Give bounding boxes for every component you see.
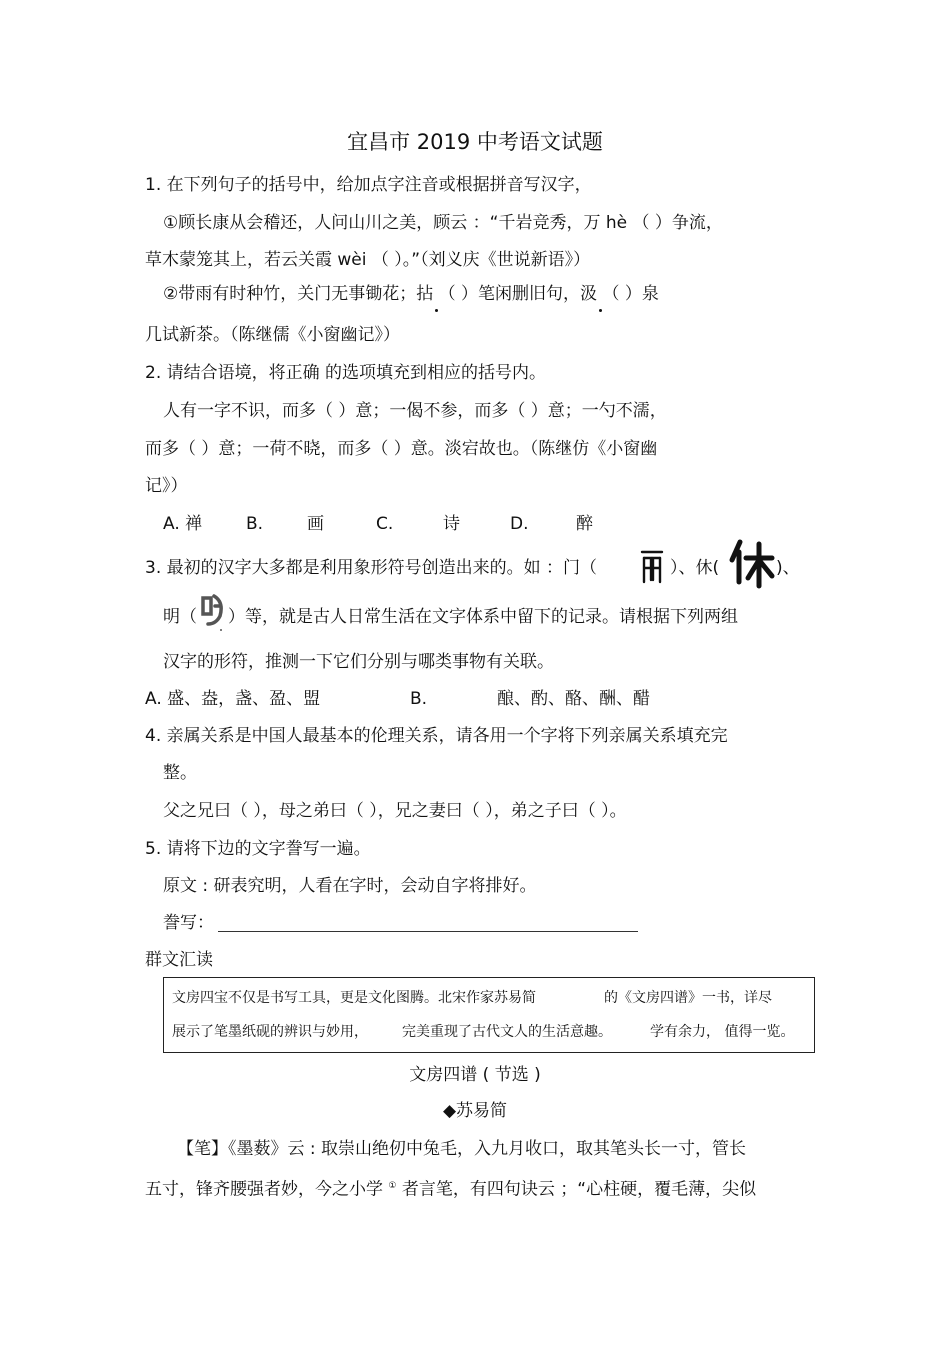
q3-line-1a: 3. 最初的汉字大多都是利用象形符号创造出来的。如 ：门（ xyxy=(145,558,598,578)
q1-line-2: 草木蒙笼其上，若云关霞 wèi （ ）。”（刘义庆《世说新语》） xyxy=(145,250,591,270)
intro-line-2b: 完美重现了古代文人的生活意趣。 xyxy=(402,1024,612,1040)
q2-option-c-label: C. xyxy=(376,514,394,534)
q1-line-3-a: ②带雨有时种竹，关门无事锄花；拈 xyxy=(163,284,434,304)
q2-option-d-label: D. xyxy=(510,514,529,534)
article-title: 文房四谱 ( 节选 ) xyxy=(409,1065,541,1085)
article-para-1: 【笔】《墨薮》云 : 取崇山绝仞中兔毛，入九月收口，取其笔头长一寸，管长 xyxy=(177,1139,747,1159)
q2-option-b-label: B. xyxy=(246,514,264,534)
q2-option-d-value: 醉 xyxy=(576,514,593,534)
q3-option-b-value: 酿、酌、酪、酬、醋 xyxy=(497,689,650,709)
q1-line-3 xyxy=(163,283,659,305)
intro-line-1b: 的《文房四谱》一书，详尽 xyxy=(604,990,772,1006)
emphasis-dot-2 xyxy=(597,283,602,305)
q4-line-2: 整。 xyxy=(163,763,197,783)
page-title: 宜昌市 2019 中考语文试题 xyxy=(347,130,603,154)
ancient-door-glyph xyxy=(638,548,666,586)
article-para-2a: 五寸，锋齐腰强者妙，今之小学 xyxy=(145,1179,383,1200)
article-para-2 xyxy=(145,1175,756,1201)
q5-original: 原文 : 研表究明，人看在字时，会动自字将排好。 xyxy=(163,876,537,896)
q4-line-1: 4. 亲属关系是中国人最基本的伦理关系，请各用一个字将下列亲属关系填充完 xyxy=(145,726,728,746)
q3-line-1c: )、 xyxy=(776,558,800,578)
q5-copy-label: 誊写： xyxy=(163,913,214,933)
emphasis-dot-1 xyxy=(433,283,438,305)
article-author: ◆苏易简 xyxy=(442,1101,508,1121)
intro-line-2a: 展示了笔墨纸砚的辨识与妙用， xyxy=(172,1024,368,1040)
q1-line-3-c: （ ）泉 xyxy=(602,284,659,304)
intro-line-2c: 学有余力， 值得一览。 xyxy=(650,1024,795,1040)
intro-line-1a: 文房四宝不仅是书写工具，更是文化图腾。北宋作家苏易简 xyxy=(172,990,536,1006)
article-para-2b: 者言笔，有四句诀云 ；“心柱硬，覆毛薄，尖似 xyxy=(401,1179,757,1200)
q1-line-4: 几试新茶。（陈继儒《小窗幽记》） xyxy=(145,325,400,345)
q3-line-1b: ）、休( xyxy=(670,558,720,578)
q2-option-c-value: 诗 xyxy=(443,514,460,534)
q3-option-b-label: B. xyxy=(410,689,428,709)
q3-line-3: 汉字的形符，推测一下它们分别与哪类事物有关联。 xyxy=(163,652,554,672)
ancient-rest-glyph xyxy=(728,538,776,590)
q1-heading: 1. 在下列句子的括号中，给加点字注音或根据拼音写汉字， xyxy=(145,175,592,195)
q1-line-3-b: （ ）笔闲删旧句，汲 xyxy=(438,284,598,304)
q2-heading: 2. 请结合语境，将正确 的选项填充到相应的括号内。 xyxy=(145,363,547,383)
ancient-bright-glyph xyxy=(198,590,226,632)
intro-box xyxy=(163,977,815,1053)
q2-line-2: 而多（ ）意；一荷不晓，而多（ ）意。淡宕故也。（陈继仿《小窗幽 xyxy=(145,439,658,459)
section-heading: 群文汇读 xyxy=(145,950,213,970)
q1-line-1: ①顾长康从会稽还，人问山川之美，顾云 ：“千岩竞秀，万 hè （ ）争流， xyxy=(163,213,723,233)
q3-line-2b: ）等，就是古人日常生活在文字体系中留下的记录。请根据下列两组 xyxy=(228,607,738,627)
q2-option-b-value: 画 xyxy=(307,514,324,534)
q2-line-1: 人有一字不识，而多（ ）意；一偈不参，而多（ ）意；一勺不濡， xyxy=(163,401,667,421)
q4-line-3: 父之兄曰（ ），母之弟曰（ ），兄之妻曰（ ），弟之子曰（ ）。 xyxy=(163,801,627,821)
q2-option-a: A. 禅 xyxy=(163,514,203,534)
footnote-marker: ① xyxy=(388,1181,397,1191)
q2-line-3: 记》） xyxy=(145,476,188,496)
q5-heading: 5. 请将下边的文字誊写一遍。 xyxy=(145,839,371,859)
copy-answer-line xyxy=(218,931,638,932)
q3-line-2a: 明（ xyxy=(163,607,197,627)
q3-option-a: A. 盛、盎，盏、盈、盟 xyxy=(145,689,321,709)
